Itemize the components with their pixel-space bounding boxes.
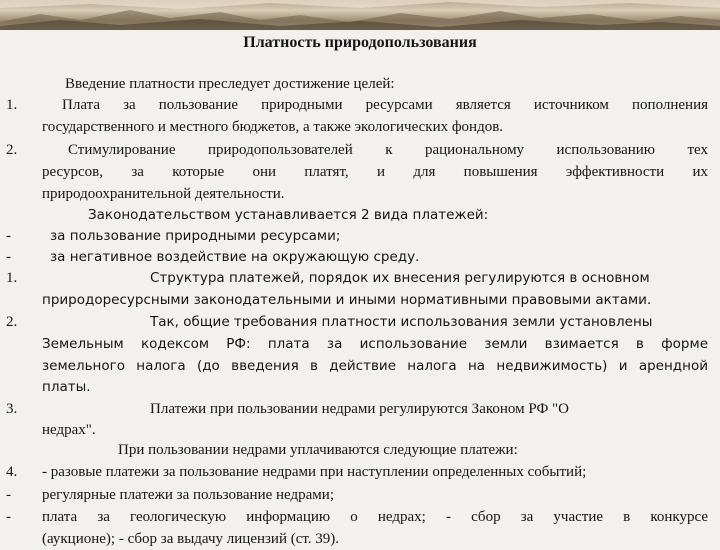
subsoil-line: Платежи при пользовании недрами регулируются Законом РФ "О bbox=[150, 401, 570, 417]
list-dash: - bbox=[6, 487, 11, 503]
payment-item: за пользование природными ресурсами; bbox=[50, 228, 341, 244]
payment-item: за негативное воздействие на окружающую среду. bbox=[50, 249, 420, 265]
structure-line: природоресурсными законодательными и иными нормативными правовыми актами. bbox=[42, 292, 652, 308]
goal-1-line: государственного и местного бюджетов, а также экологических фондов. bbox=[42, 119, 504, 135]
subsoil-item: (аукционе); - сбор за выдачу лицензий (ст. 39). bbox=[42, 531, 340, 547]
subsoil-line: недрах". bbox=[42, 422, 96, 438]
intro-text: Введение платности преследует достижение целей: bbox=[65, 76, 395, 92]
subsoil-item: плата за геологическую информацию о недрах; - сбор за участие в конкурсе bbox=[42, 509, 708, 525]
subsoil-item: - разовые платежи за пользование недрами при наступлении определенных событий; bbox=[42, 464, 587, 480]
subsoil-intro: При пользовании недрами уплачиваются следующие платежи: bbox=[118, 442, 518, 458]
list-dash: - bbox=[6, 228, 11, 244]
list-number: 4. bbox=[6, 464, 18, 480]
land-line: Так, общие требования платности использования земли установлены bbox=[150, 314, 653, 330]
subsoil-item: регулярные платежи за пользование недрами; bbox=[42, 487, 334, 503]
payments-intro: Законодательством устанавливается 2 вида платежей: bbox=[88, 207, 489, 223]
goal-2-line: Стимулирование природопользователей к рациональному использованию тех bbox=[68, 142, 708, 158]
page-title: Платность природопользования bbox=[243, 34, 477, 51]
list-dash: - bbox=[6, 509, 11, 525]
land-line: земельного налога (до введения в действие налога на недвижимость) и арендной bbox=[42, 358, 708, 374]
list-number: 1. bbox=[6, 270, 18, 286]
land-line: платы. bbox=[42, 379, 91, 395]
goal-1-line: Плата за пользование природными ресурсами является источником пополнения bbox=[62, 97, 708, 113]
land-line: Земельным кодексом РФ: плата за использование земли взимается в форме bbox=[42, 336, 708, 352]
list-number: 3. bbox=[6, 401, 18, 417]
decorative-banner bbox=[0, 0, 720, 30]
list-dash: - bbox=[6, 249, 11, 265]
list-number: 1. bbox=[6, 97, 18, 113]
goal-2-line: ресурсов, за которые они платят, и для повышения эффективности их bbox=[42, 164, 708, 180]
list-number: 2. bbox=[6, 142, 18, 158]
landscape-image bbox=[0, 0, 720, 30]
structure-line: Структура платежей, порядок их внесения регулируются в основном bbox=[150, 270, 650, 286]
list-number: 2. bbox=[6, 314, 18, 330]
goal-2-line: природоохранительной деятельности. bbox=[42, 186, 285, 202]
